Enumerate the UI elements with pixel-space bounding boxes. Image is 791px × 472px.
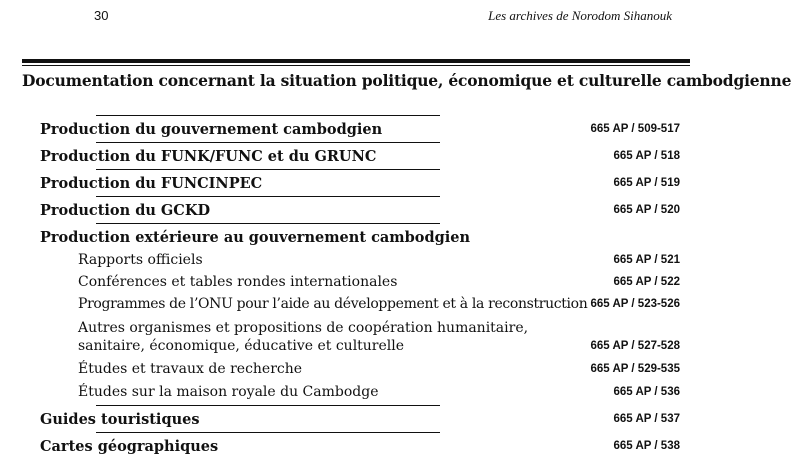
- running-head: Les archives de Norodom Sihanouk: [488, 8, 672, 23]
- entry-code: 665 AP / 520: [613, 204, 680, 216]
- entry-label: Guides touristiques: [40, 411, 200, 428]
- entry-label: Cartes géographiques: [40, 438, 219, 455]
- page-number: 30: [94, 8, 109, 23]
- divider-rule: [96, 405, 440, 406]
- entry-label: Études sur la maison royale du Cambodge: [78, 384, 379, 400]
- entry-label: Production du FUNCINPEC: [40, 175, 263, 192]
- entry-label: Conférences et tables rondes internationales: [78, 274, 398, 290]
- entry-code: 665 AP / 522: [613, 276, 680, 288]
- entry-code: 665 AP / 529-535: [590, 363, 680, 375]
- entry-label: Études et travaux de recherche: [78, 361, 303, 377]
- entry-label: Production du GCKD: [40, 202, 211, 219]
- entry-label: Rapports officiels: [78, 252, 203, 268]
- entry-code: 665 AP / 521: [613, 254, 680, 266]
- divider-rule: [96, 432, 440, 433]
- header-rule-thin: [22, 65, 690, 66]
- entry-label: Production du FUNK/FUNC et du GRUNC: [40, 148, 377, 165]
- entry-label-line1: Autres organismes et propositions de coopération humanitaire,: [78, 320, 529, 336]
- entry-code: 665 AP / 523-526: [590, 298, 680, 310]
- entry-label: Production du gouvernement cambodgien: [40, 121, 383, 138]
- divider-rule: [96, 169, 440, 170]
- entry-code: 665 AP / 537: [613, 413, 680, 425]
- entry-label: Production extérieure au gouvernement cambodgien: [40, 229, 470, 246]
- entry-code: 665 AP / 538: [613, 440, 680, 452]
- section-title: Documentation concernant la situation politique, économique et culturelle cambodgienne: [22, 71, 791, 90]
- divider-rule: [96, 223, 440, 224]
- header-rule-thick: [22, 59, 690, 63]
- entry-label-line2: sanitaire, économique, éducative et culturelle: [78, 338, 405, 354]
- divider-rule: [96, 142, 440, 143]
- entry-code: 665 AP / 527-528: [590, 340, 680, 352]
- entry-code: 665 AP / 536: [613, 386, 680, 398]
- entry-code: 665 AP / 509-517: [590, 123, 680, 135]
- entry-label: Programmes de l’ONU pour l’aide au développement et à la reconstruction: [78, 296, 588, 312]
- entry-code: 665 AP / 519: [613, 177, 680, 189]
- divider-rule: [96, 196, 440, 197]
- divider-rule: [96, 115, 440, 116]
- entry-code: 665 AP / 518: [613, 150, 680, 162]
